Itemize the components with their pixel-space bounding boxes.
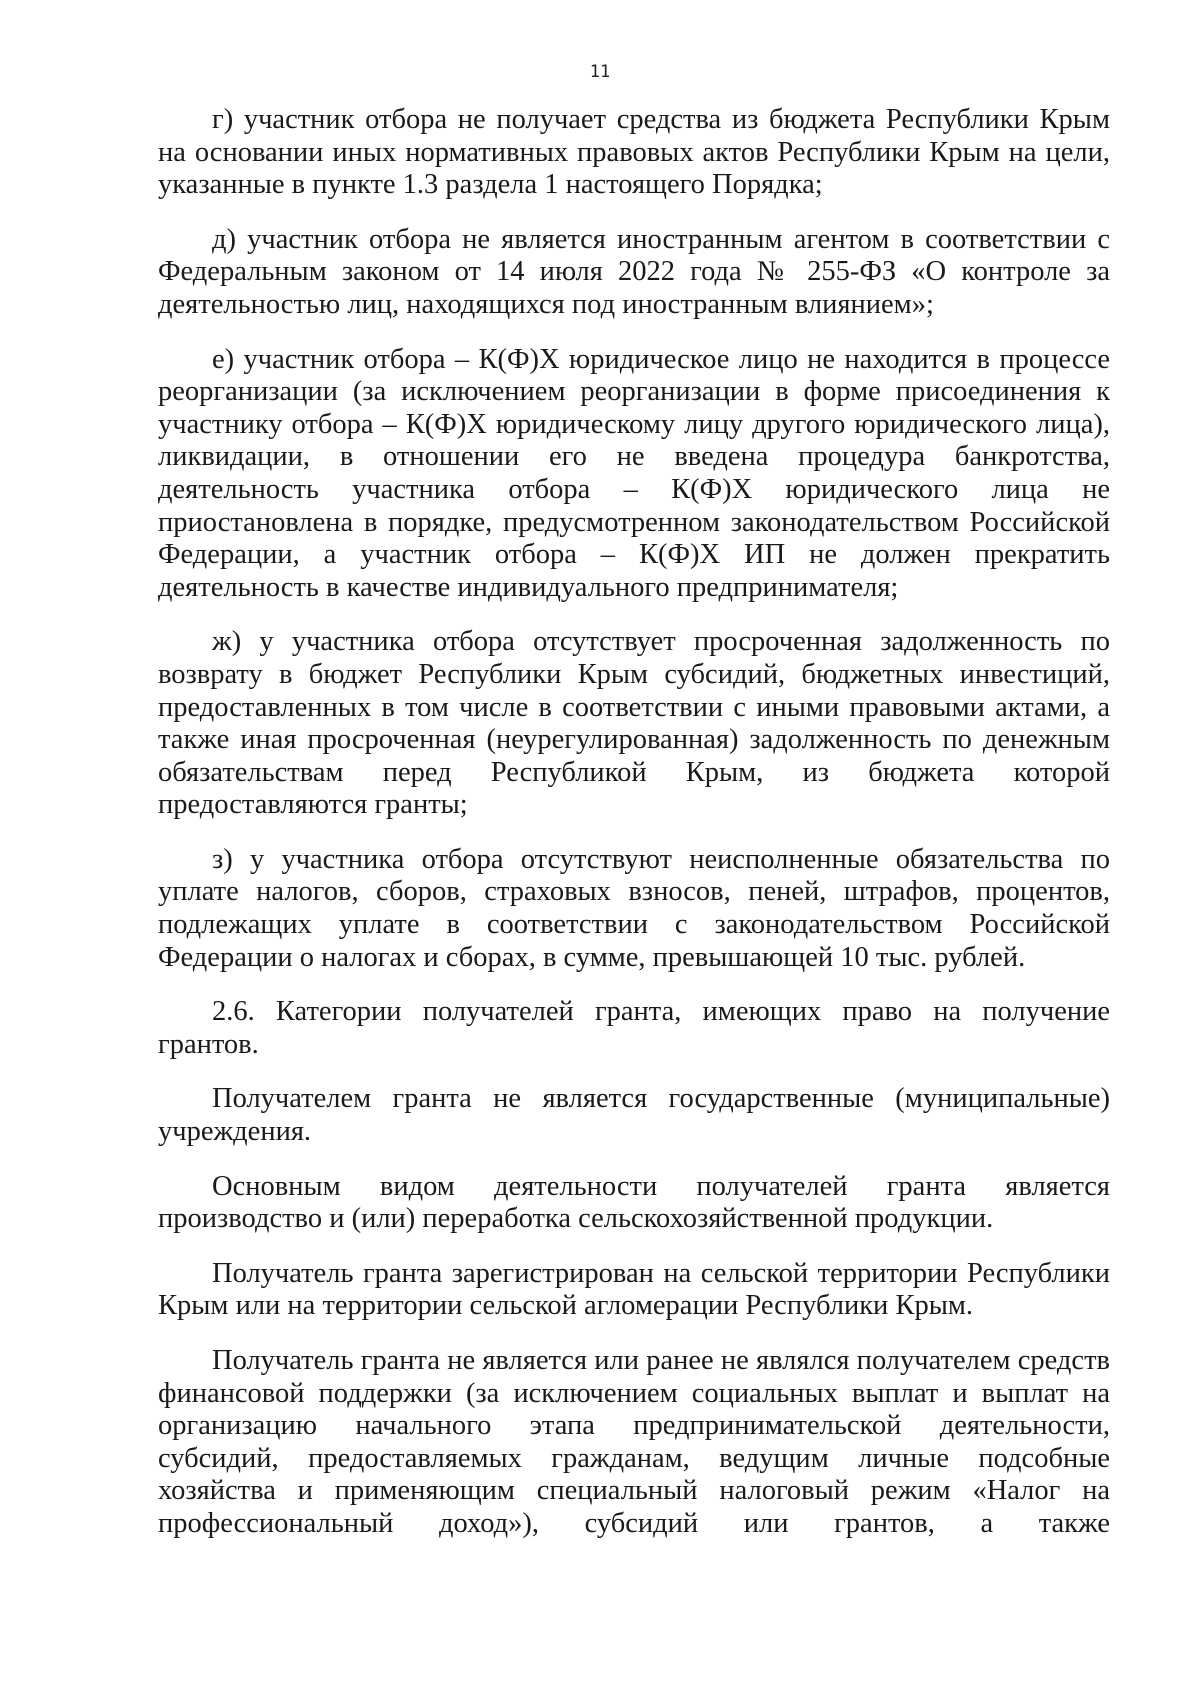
document-body <box>158 104 1110 1541</box>
paragraph-rural-registration: Получатель гранта зарегистрирован на сельской территории Республики Крым или на территории сельской агломерации Республики Крым. <box>158 1257 1110 1322</box>
paragraph-zh-overdue-debt: ж) у участника отбора отсутствует просроченная задолженность по возврату в бюджет Республики Крым субсидий, бюджетных инвестиций, предоставленных в том числе в соответствии с иными правовыми актами, а также иная просроченная (неурегулированная) задолженность по денежным обязательствам перед Республикой Крым, из бюджета которой предоставляются гранты; <box>158 626 1110 821</box>
paragraph-z-tax-obligations: з) у участника отбора отсутствуют неисполненные обязательства по уплате налогов, сборов, страховых взносов, пеней, штрафов, процентов, подлежащих уплате в соответствии с законодательством Российской Федерации о налогах и сборах, в сумме, превышающей 10 тыс. рублей. <box>158 843 1110 973</box>
paragraph-g-budget-funds: г) участник отбора не получает средства из бюджета Республики Крым на основании иных нормативных правовых актов Республики Крым на цели, указанные в пункте 1.3 раздела 1 настоящего Порядка; <box>158 104 1110 201</box>
paragraph-e-reorganization: е) участник отбора – К(Ф)Х юридическое лицо не находится в процессе реорганизации (за исключением реорганизации в форме присоединения к участнику отбора – К(Ф)Х юридическому лицу другого юридического лица), ликвидации, в отношении его не введена процедура банкротства, деятельность участника отбора – К(Ф)Х юридического лица не приостановлена в порядке, предусмотренном законодательством Российской Федерации, а участник отбора – К(Ф)Х ИП не должен прекратить деятельность в качестве индивидуального предпринимателя; <box>158 343 1110 603</box>
paragraph-2-6-recipient-categories: 2.6. Категории получателей гранта, имеющих право на получение грантов. <box>158 996 1110 1060</box>
paragraph-main-activity: Основным видом деятельности получателей гранта является производство и (или) переработка сельскохозяйственной продукции. <box>158 1170 1110 1235</box>
paragraph-prior-support: Получатель гранта не является или ранее не являлся получателем средств финансовой поддержки (за исключением социальных выплат и выплат на организацию начального этапа предпринимательской деятельности, субсидий, предоставляемых гражданам, ведущим личные подсобные хозяйства и применяющим специальный налоговый режим «Налог на профессиональный доход»), субсидий или грантов, а также <box>158 1345 1110 1539</box>
paragraph-not-state-institution: Получателем гранта не является государственные (муниципальные) учреждения. <box>158 1083 1110 1148</box>
page-number: 11 <box>589 62 611 82</box>
paragraph-d-foreign-agent: д) участник отбора не является иностранным агентом в соответствии с Федеральным законом от 14 июля 2022 года № 255-ФЗ «О контроле за деятельностью лиц, находящихся под иностранным влиянием»; <box>158 223 1110 320</box>
